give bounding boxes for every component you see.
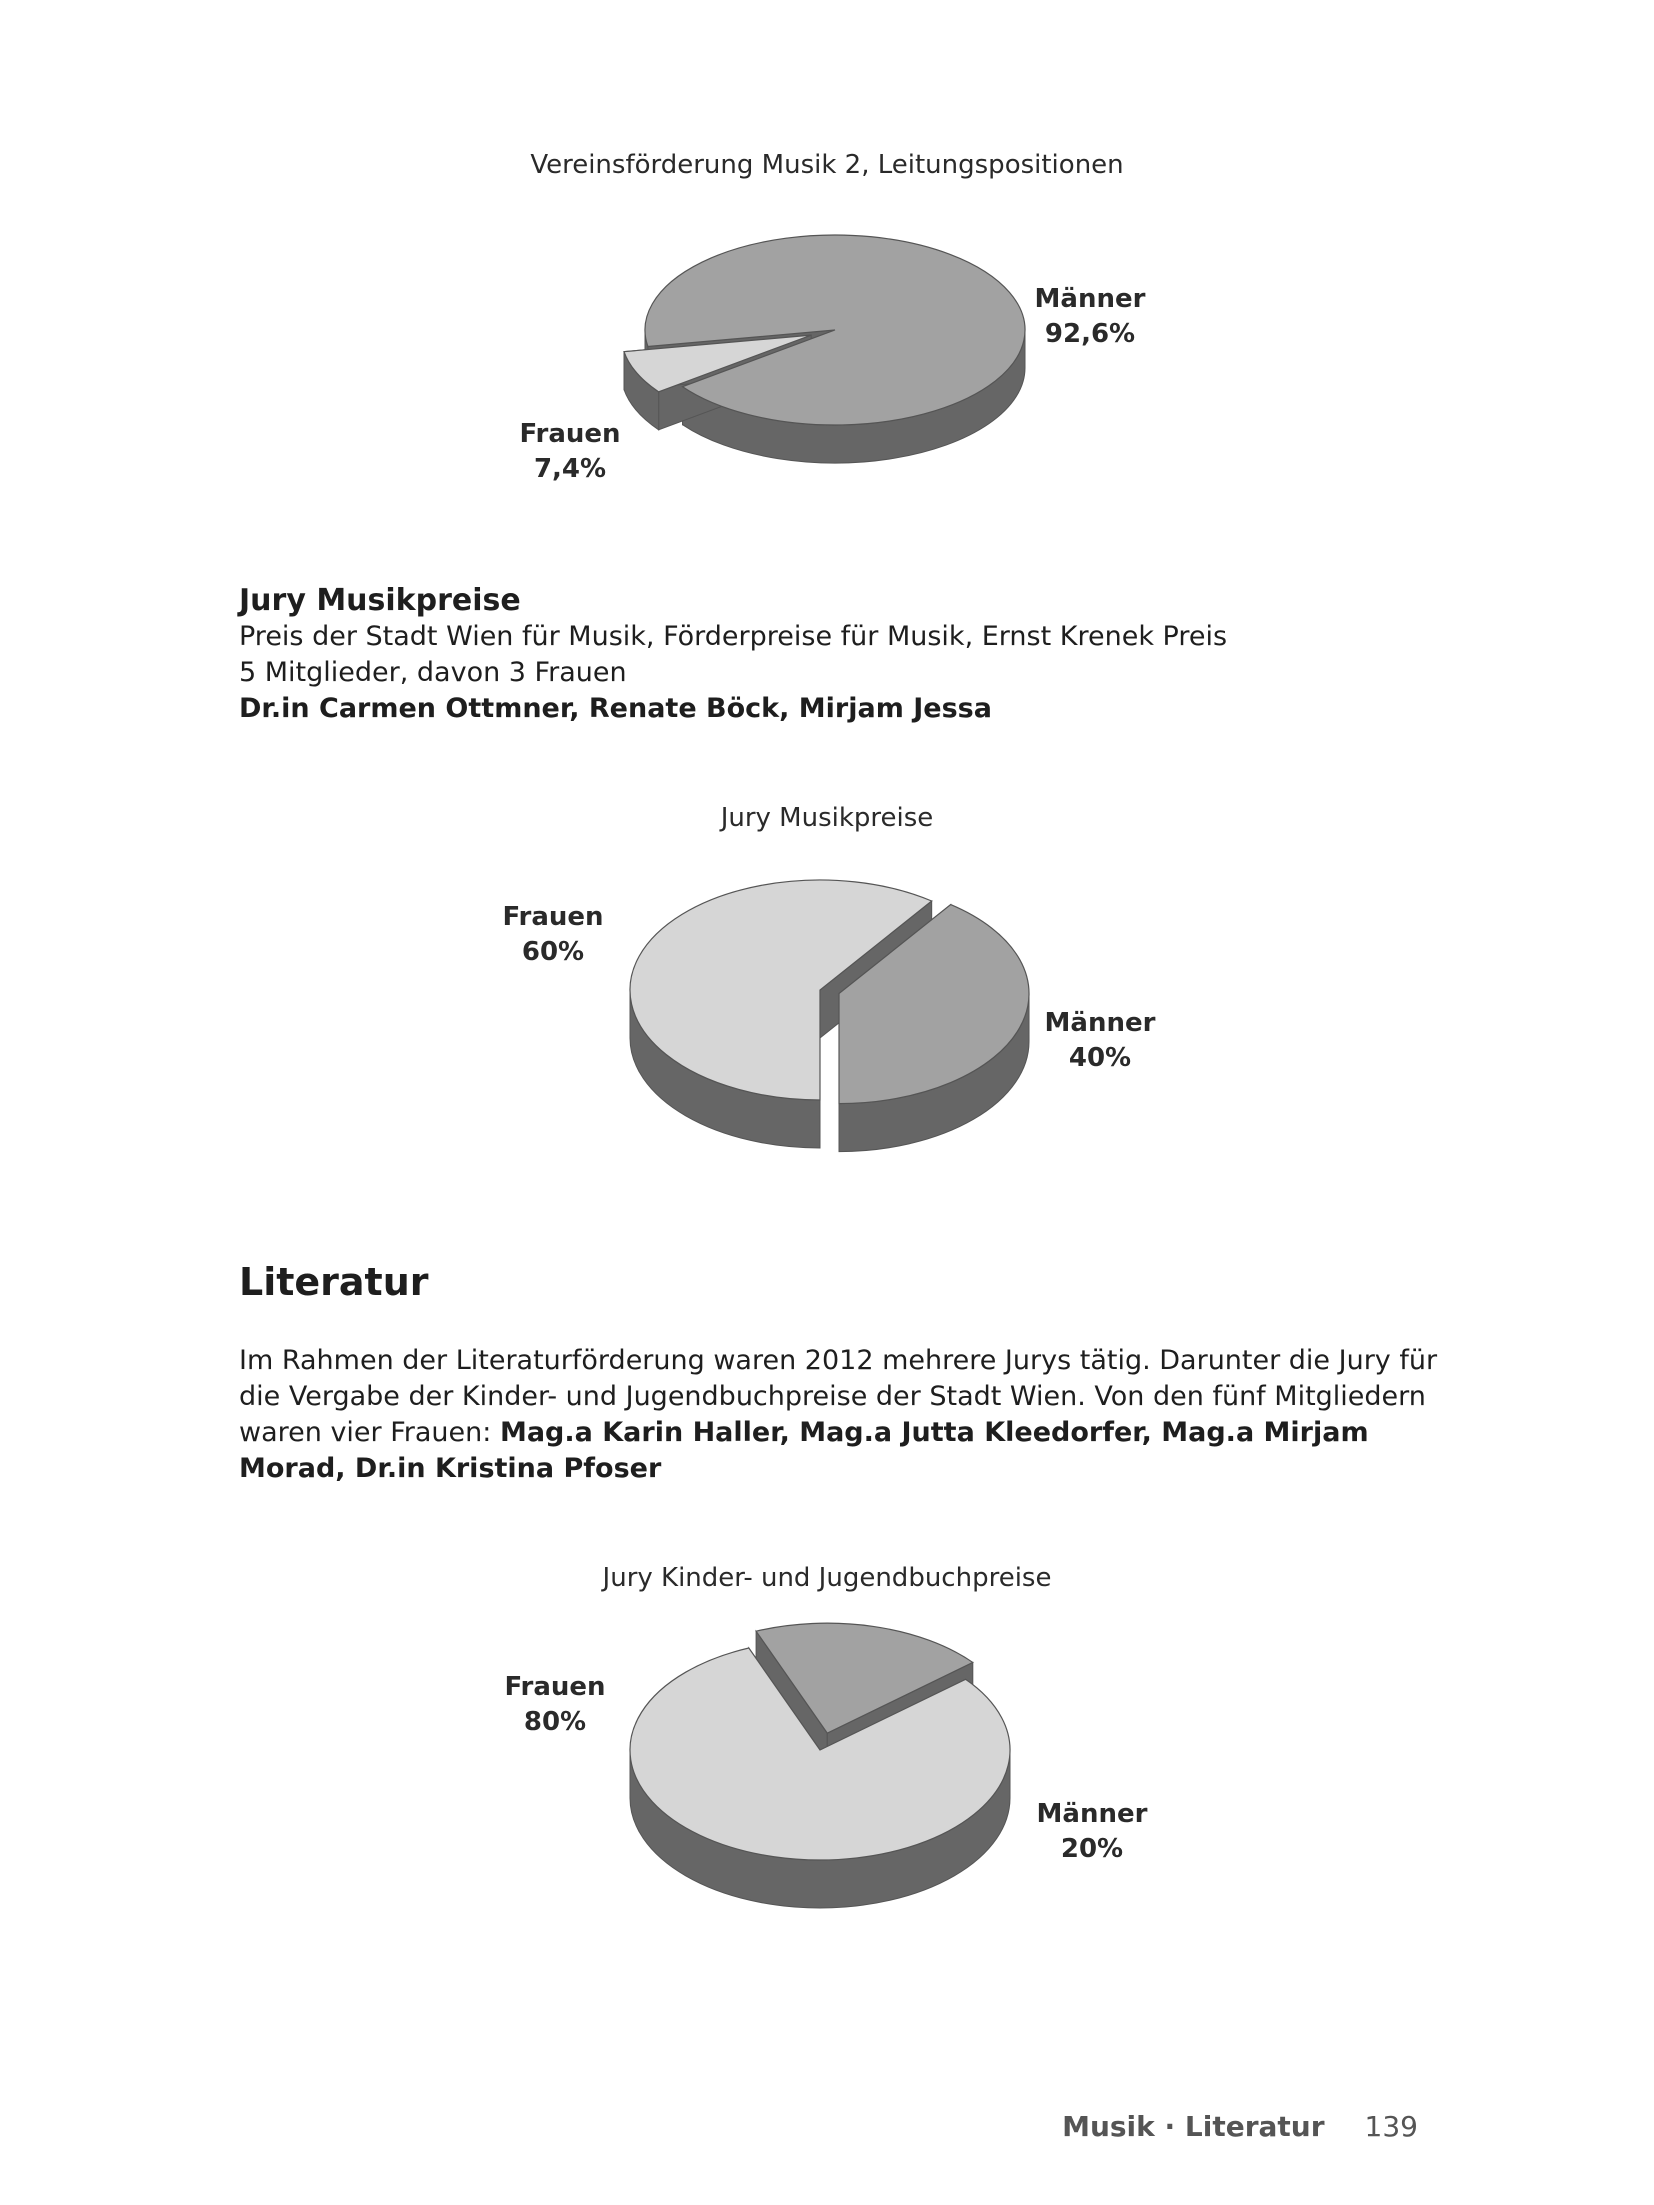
chart-2-label-maenner xyxy=(1030,1006,1170,1076)
chart-1-title: Vereinsförderung Musik 2, Leitungspositionen xyxy=(530,150,1124,180)
chart-1-label-maenner-name: Männer xyxy=(1034,284,1146,314)
chart-3-label-maenner xyxy=(1022,1797,1162,1867)
page-footer xyxy=(1062,2110,1418,2143)
chart-3-pie xyxy=(590,1630,1060,1960)
chart-2-label-frauen-value: 60% xyxy=(521,937,585,967)
chart-3-title: Jury Kinder- und Jugendbuchpreise xyxy=(602,1563,1052,1593)
chart-3-label-frauen-value: 80% xyxy=(523,1707,587,1737)
chart-1-pie xyxy=(600,220,1070,540)
chart-2-label-maenner-value: 40% xyxy=(1068,1043,1132,1073)
jury-musik-block xyxy=(239,583,1227,727)
chart-2-label-frauen xyxy=(488,900,618,970)
jury-musik-heading: Jury Musikpreise xyxy=(239,583,521,618)
chart-1-label-frauen-value: 7,4% xyxy=(533,454,607,484)
chart-1-slice-1 xyxy=(645,235,1025,425)
literatur-members: Mag.a Karin Haller, Mag.a Jutta Kleedorfer, Mag.a Mirjam Morad, Dr.in Kristina Pfoser xyxy=(239,1417,1369,1484)
literatur-paragraph xyxy=(239,1343,1439,1487)
jury-musik-members: Dr.in Carmen Ottmner, Renate Böck, Mirjam Jessa xyxy=(239,693,992,724)
page-number: 139 xyxy=(1364,2110,1418,2143)
jury-musik-line2: 5 Mitglieder, davon 3 Frauen xyxy=(239,657,627,688)
chart-2-label-maenner-name: Männer xyxy=(1044,1008,1156,1038)
chart-1-label-frauen-name: Frauen xyxy=(519,419,621,449)
chart-3-label-frauen xyxy=(490,1670,620,1740)
chart-3-label-maenner-value: 20% xyxy=(1060,1834,1124,1864)
footer-section: Musik · Literatur xyxy=(1062,2110,1325,2143)
chart-1-label-maenner-value: 92,6% xyxy=(1044,319,1136,349)
literatur-heading: Literatur xyxy=(239,1260,429,1304)
chart-2-title: Jury Musikpreise xyxy=(720,803,934,833)
chart-2-pie xyxy=(590,860,1060,1190)
chart-1-label-frauen xyxy=(505,417,635,487)
literatur-text: Im Rahmen der Literaturförderung waren 2012 mehrere Jurys tätig. Darunter die Jury für die Vergabe der Kinder- und Jugendbuchpreise der Stadt Wien. Von den fünf Mitgliedern waren vier Frauen: xyxy=(239,1345,1438,1448)
jury-musik-line1: Preis der Stadt Wien für Musik, Förderpreise für Musik, Ernst Krenek Preis xyxy=(239,621,1228,652)
chart-3-label-frauen-name: Frauen xyxy=(504,1672,606,1702)
chart-3-label-maenner-name: Männer xyxy=(1036,1799,1148,1829)
chart-1-label-maenner xyxy=(1020,282,1160,352)
chart-2-label-frauen-name: Frauen xyxy=(502,902,604,932)
